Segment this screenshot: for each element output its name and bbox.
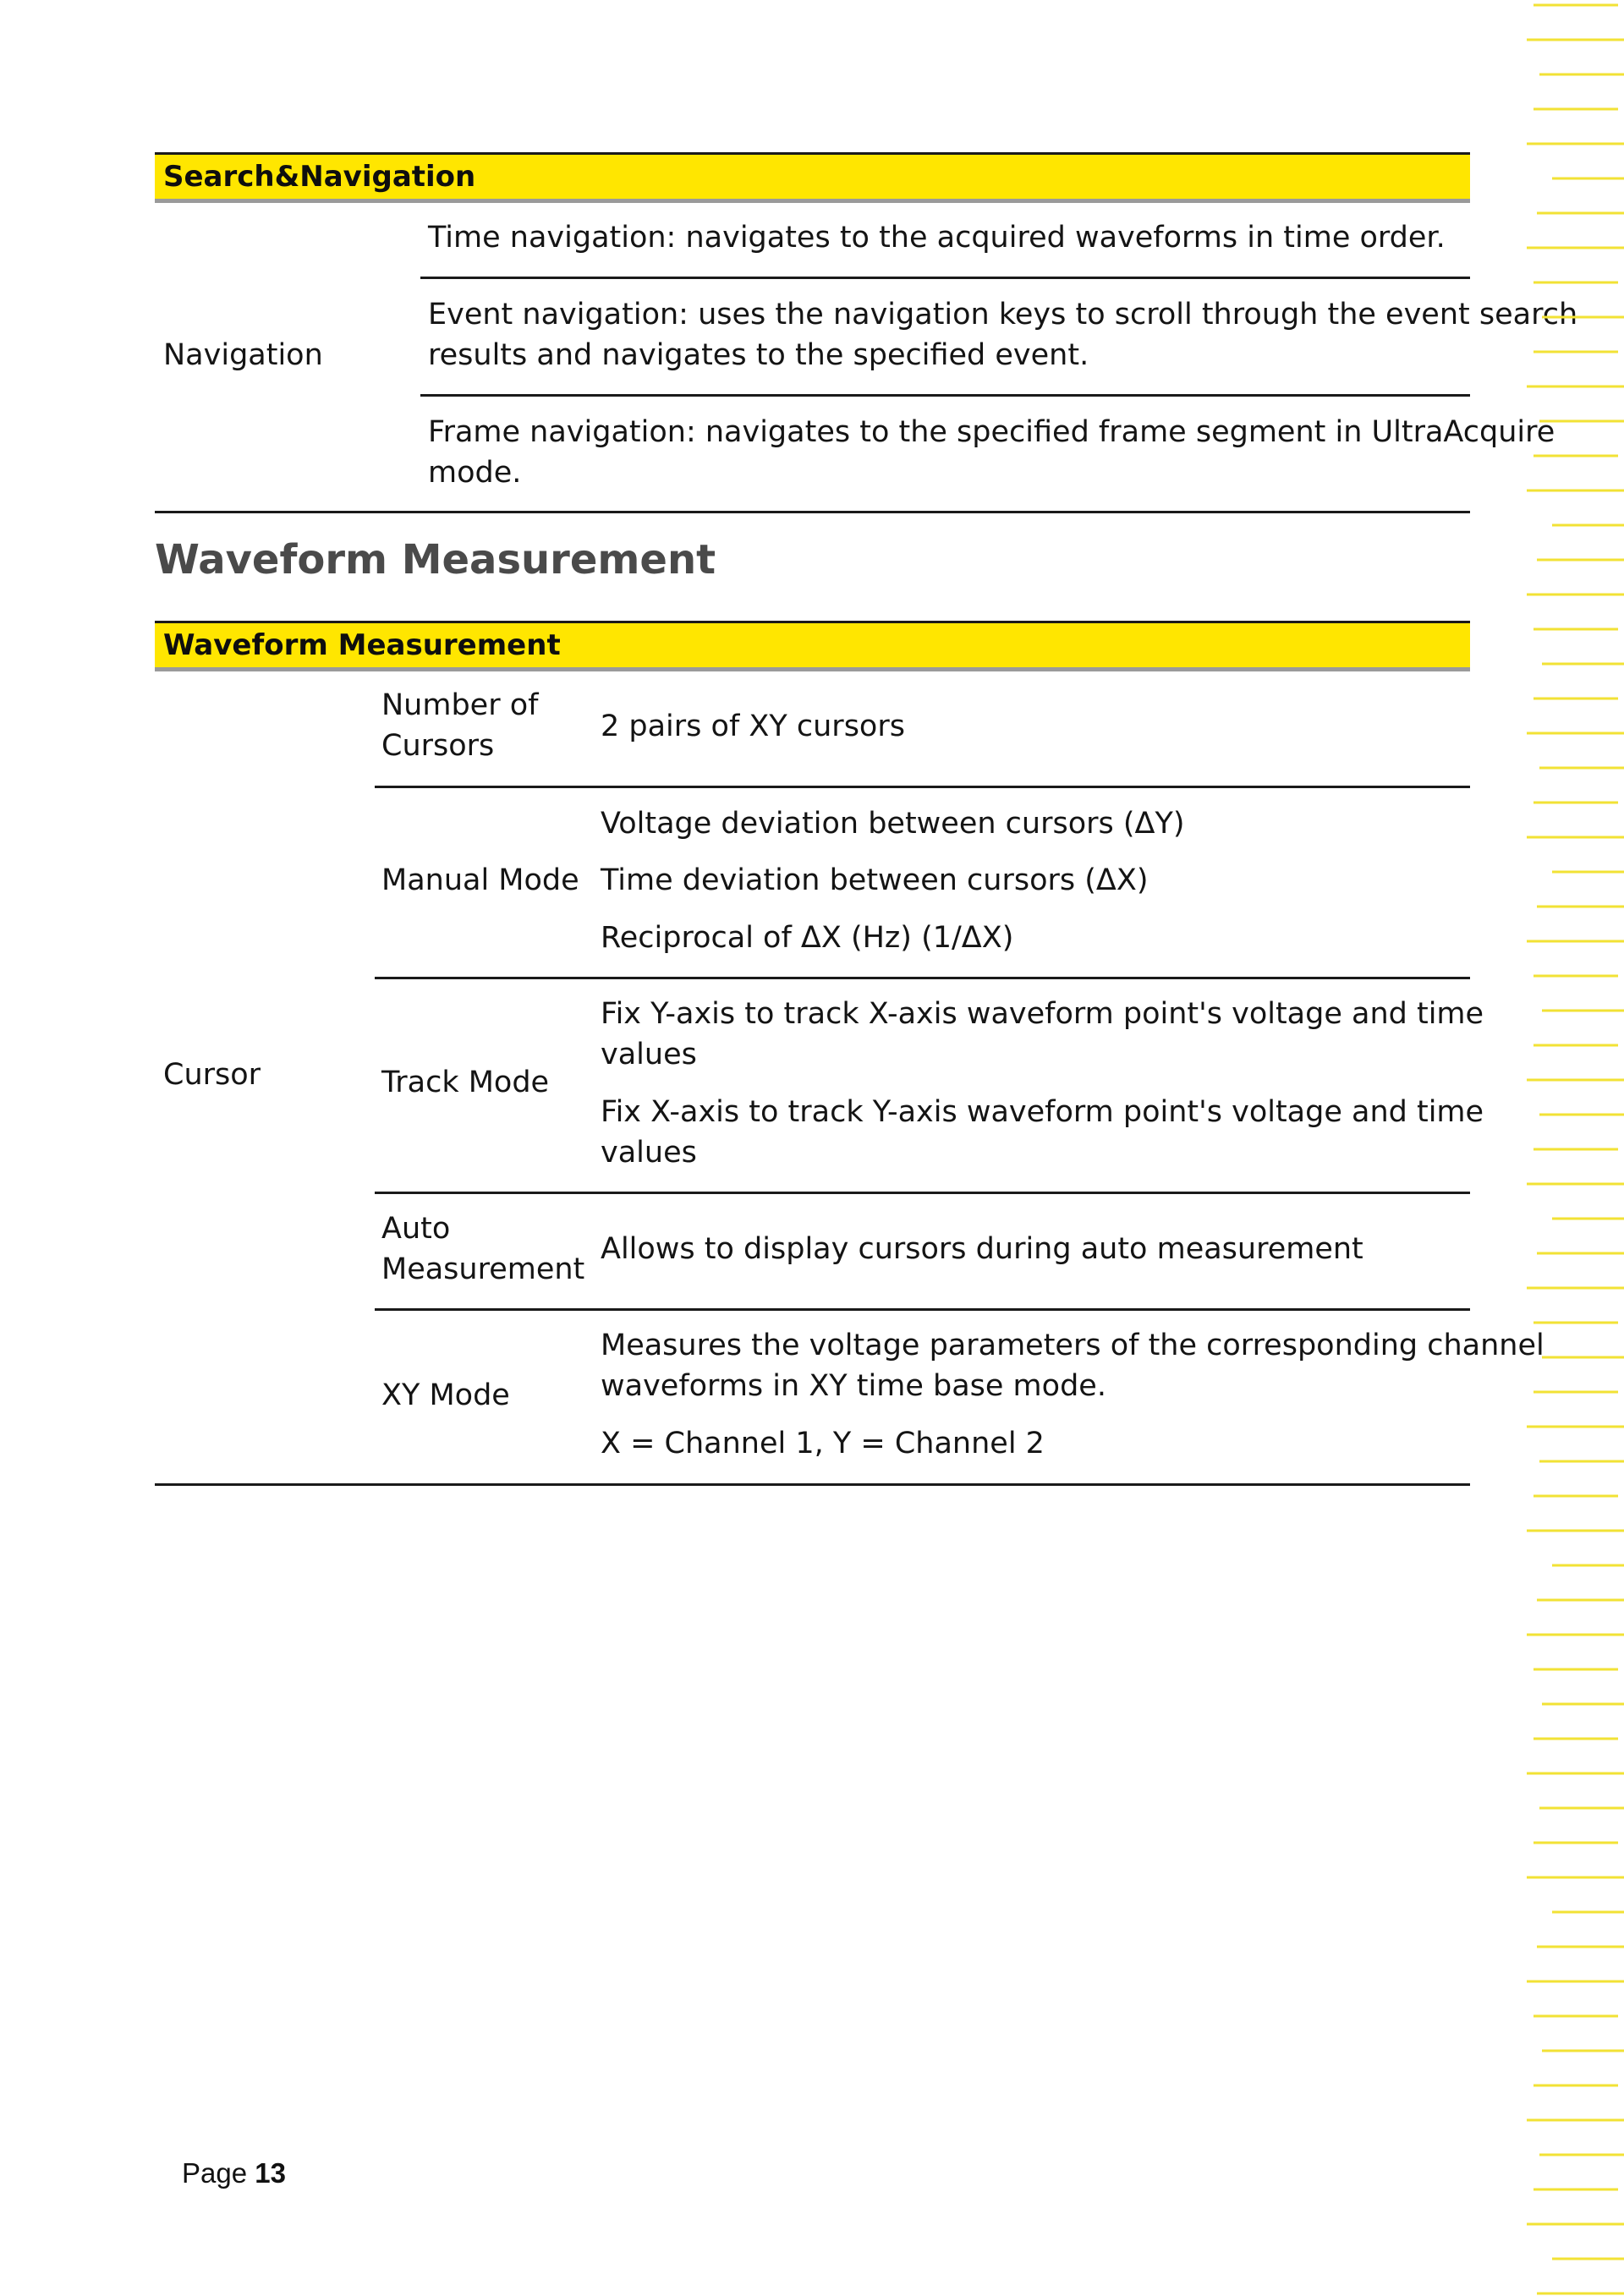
track-mode-item-2-line-1: Fix X-axis to track Y-axis waveform point's voltage and time — [601, 1095, 1484, 1129]
xy-mode-item-1-line-1: Measures the voltage parameters of the corresponding channel — [601, 1329, 1544, 1362]
page-footer — [182, 2156, 286, 2190]
manual-mode-label: Manual Mode — [381, 863, 579, 897]
page-label: Page — [182, 2157, 248, 2189]
number-of-cursors-value: 2 pairs of XY cursors — [601, 710, 905, 743]
table-divider — [375, 786, 1470, 788]
table-divider — [420, 394, 1470, 397]
page-number: 13 — [255, 2157, 286, 2189]
table-divider — [375, 977, 1470, 979]
time-navigation-text: Time navigation: navigates to the acquired waveforms in time order. — [428, 221, 1446, 255]
auto-measurement-value: Allows to display cursors during auto measurement — [601, 1232, 1363, 1266]
track-mode-item-1-line-1: Fix Y-axis to track X-axis waveform point's voltage and time — [601, 997, 1484, 1031]
cursor-category-label: Cursor — [163, 1058, 261, 1092]
waveform-measurement-table-header: Waveform Measurement — [155, 621, 1470, 671]
table-divider — [420, 277, 1470, 279]
manual-mode-item-2: Time deviation between cursors (ΔX) — [601, 863, 1149, 897]
section-heading: Waveform Measurement — [155, 536, 716, 584]
xy-mode-item-2: X = Channel 1, Y = Channel 2 — [601, 1427, 1045, 1460]
track-mode-item-2-line-2: values — [601, 1136, 697, 1170]
xy-mode-label: XY Mode — [381, 1378, 510, 1412]
frame-navigation-line-1: Frame navigation: navigates to the specified frame segment in UltraAcquire — [428, 415, 1555, 449]
manual-mode-item-3: Reciprocal of ΔX (Hz) (1/ΔX) — [601, 921, 1014, 955]
number-of-cursors-label-line-1: Number of — [381, 688, 539, 722]
frame-navigation-line-2: mode. — [428, 456, 522, 490]
table-divider — [375, 1308, 1470, 1311]
table-divider — [375, 1192, 1470, 1194]
number-of-cursors-label-line-2: Cursors — [381, 729, 495, 763]
table-bottom-rule — [155, 1483, 1470, 1486]
auto-measurement-label-line-2: Measurement — [381, 1252, 585, 1286]
decorative-margin-stripes — [1527, 0, 1624, 2296]
xy-mode-item-1-line-2: waveforms in XY time base mode. — [601, 1369, 1106, 1403]
search-navigation-table-header: Search&Navigation — [155, 152, 1470, 203]
table-bottom-rule — [155, 511, 1470, 513]
track-mode-item-1-line-2: values — [601, 1038, 697, 1071]
navigation-row-label: Navigation — [163, 338, 323, 372]
event-navigation-line-2: results and navigates to the specified event. — [428, 338, 1089, 372]
event-navigation-line-1: Event navigation: uses the navigation keys to scroll through the event search — [428, 298, 1578, 332]
auto-measurement-label-line-1: Auto — [381, 1212, 451, 1246]
manual-mode-item-1: Voltage deviation between cursors (ΔY) — [601, 807, 1185, 841]
track-mode-label: Track Mode — [381, 1066, 550, 1099]
